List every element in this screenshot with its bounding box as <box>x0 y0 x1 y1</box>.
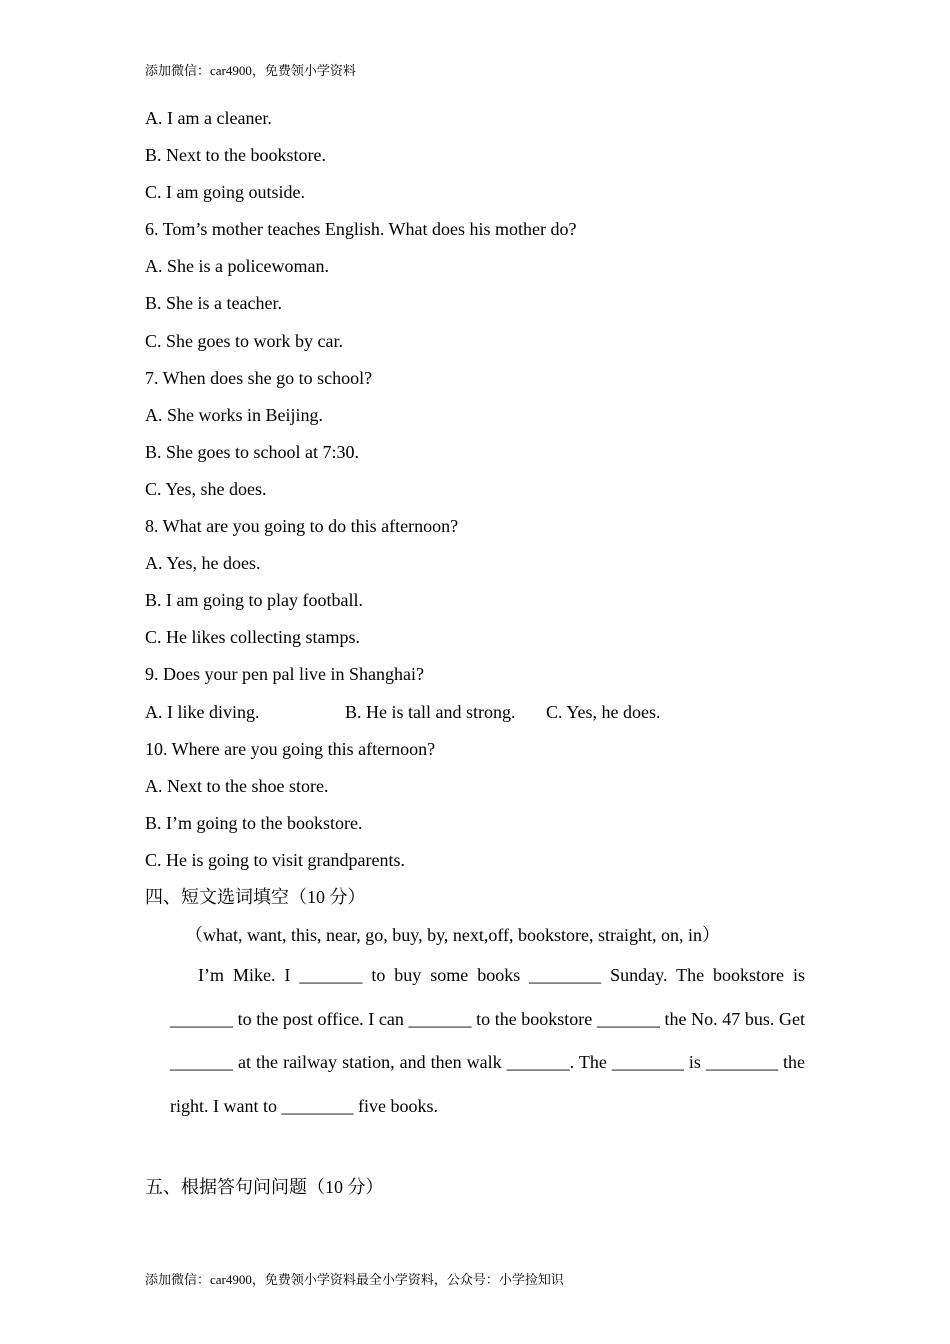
section5-title: 五、根据答句问问题（10 分） <box>145 1177 384 1197</box>
q10-option-a: A. Next to the shoe store. <box>145 775 329 796</box>
q9-option-b: B. He is tall and strong. <box>345 701 516 722</box>
question-list <box>145 100 825 916</box>
q7-option-b: B. She goes to school at 7:30. <box>145 441 359 462</box>
q6-question: 6. Tom’s mother teaches English. What does his mother do? <box>145 219 577 240</box>
q7-question: 7. When does she go to school? <box>145 367 373 388</box>
q9-option-c: C. Yes, he does. <box>546 701 661 722</box>
q9-question: 9. Does your pen pal live in Shanghai? <box>145 664 424 685</box>
q10-option-b: B. I’m going to the bookstore. <box>145 812 363 833</box>
q7-option-c: C. Yes, she does. <box>145 478 267 499</box>
q10-option-c: C. He is going to visit grandparents. <box>145 849 405 870</box>
q8-option-c: C. He likes collecting stamps. <box>145 627 360 648</box>
q6-option-c: C. She goes to work by car. <box>145 330 343 351</box>
q6-option-b: B. She is a teacher. <box>145 293 282 314</box>
q5-option-b: B. Next to the bookstore. <box>145 145 326 166</box>
q5-option-c: C. I am going outside. <box>145 182 305 203</box>
q9-option-a: A. I like diving. <box>145 701 260 722</box>
cloze-passage <box>170 954 805 1129</box>
q10-question: 10. Where are you going this afternoon? <box>145 738 436 759</box>
q9-options-row <box>145 694 825 731</box>
q8-question: 8. What are you going to do this afternoon? <box>145 516 459 537</box>
section4-title: 四、短文选词填空（10 分） <box>145 886 366 907</box>
passage-text: I’m Mike. I _______ to buy some books ________ Sunday. The bookstore is _______ to the post office. I can _______ to the bookstore _______ the No. 47 bus. Get _______ at the railway station, and then walk _______. The ________ is ________ the right. I want to ________ five books. <box>170 965 805 1117</box>
q8-option-a: A. Yes, he does. <box>145 553 261 574</box>
word-bank: （what, want, this, near, go, buy, by, next,off, bookstore, straight, on, in） <box>185 925 721 945</box>
q7-option-a: A. She works in Beijing. <box>145 404 323 425</box>
q6-option-a: A. She is a policewoman. <box>145 256 329 277</box>
page-footer: 添加微信：car4900，免费领小学资料最全小学资料，公众号：小学捡知识 <box>145 1272 564 1287</box>
q8-option-b: B. I am going to play football. <box>145 590 363 611</box>
q5-option-a: A. I am a cleaner. <box>145 108 272 128</box>
page-header: 添加微信：car4900，免费领小学资料 <box>145 63 356 78</box>
